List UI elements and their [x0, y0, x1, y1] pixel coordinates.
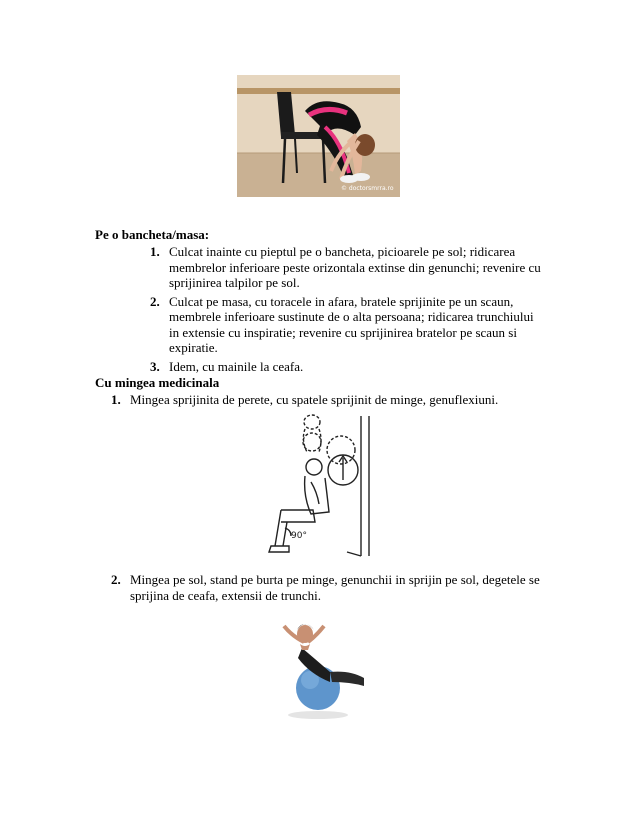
section-heading-bancheta: Pe o bancheta/masa: — [95, 227, 210, 242]
ball-extension-photo — [272, 612, 370, 722]
wall-squat-illustration — [267, 412, 375, 558]
minge-exercise-list-2 — [111, 572, 540, 606]
list-item: 1. Mingea sprijinita de perete, cu spatele sprijinit de minge, genuflexiuni. — [111, 392, 499, 407]
list-item: 2. Mingea pe sol, stand pe burta pe minge, genunchii in sprijin pe sol, degetele se sprijina de ceafa, extensii de trunchi. — [111, 572, 540, 603]
section-heading-minge: Cu mingea medicinala — [95, 375, 220, 390]
bancheta-exercise-list — [150, 244, 541, 377]
wall-squat-diagram — [267, 412, 375, 558]
chair-stretch-illustration — [237, 75, 400, 197]
minge-exercise-list-1 — [111, 392, 550, 411]
chair-stretch-photo — [237, 75, 400, 197]
list-item: 1. Culcat inainte cu pieptul pe o bancheta, picioarele pe sol; ridicarea membrelor inferioare peste orizontala extinse din genunchi; revenire cu sprijinirea talpilor pe sol. — [150, 244, 541, 290]
photo-watermark: © doctorsmrra.ro — [341, 185, 394, 192]
ball-extension-illustration — [272, 612, 370, 722]
list-item: 2. Culcat pe masa, cu toracele in afara, bratele sprijinite pe un scaun, membrele inferioare sustinute de o alta persoana; ridicarea trunchiului in extensie cu inspiratie; revenire cu sprijinirea bratelor pe scaun si expiratie. — [150, 293, 534, 355]
angle-label: 90° — [291, 531, 307, 541]
list-item: 3. Idem, cu mainile la ceafa. — [150, 358, 304, 374]
